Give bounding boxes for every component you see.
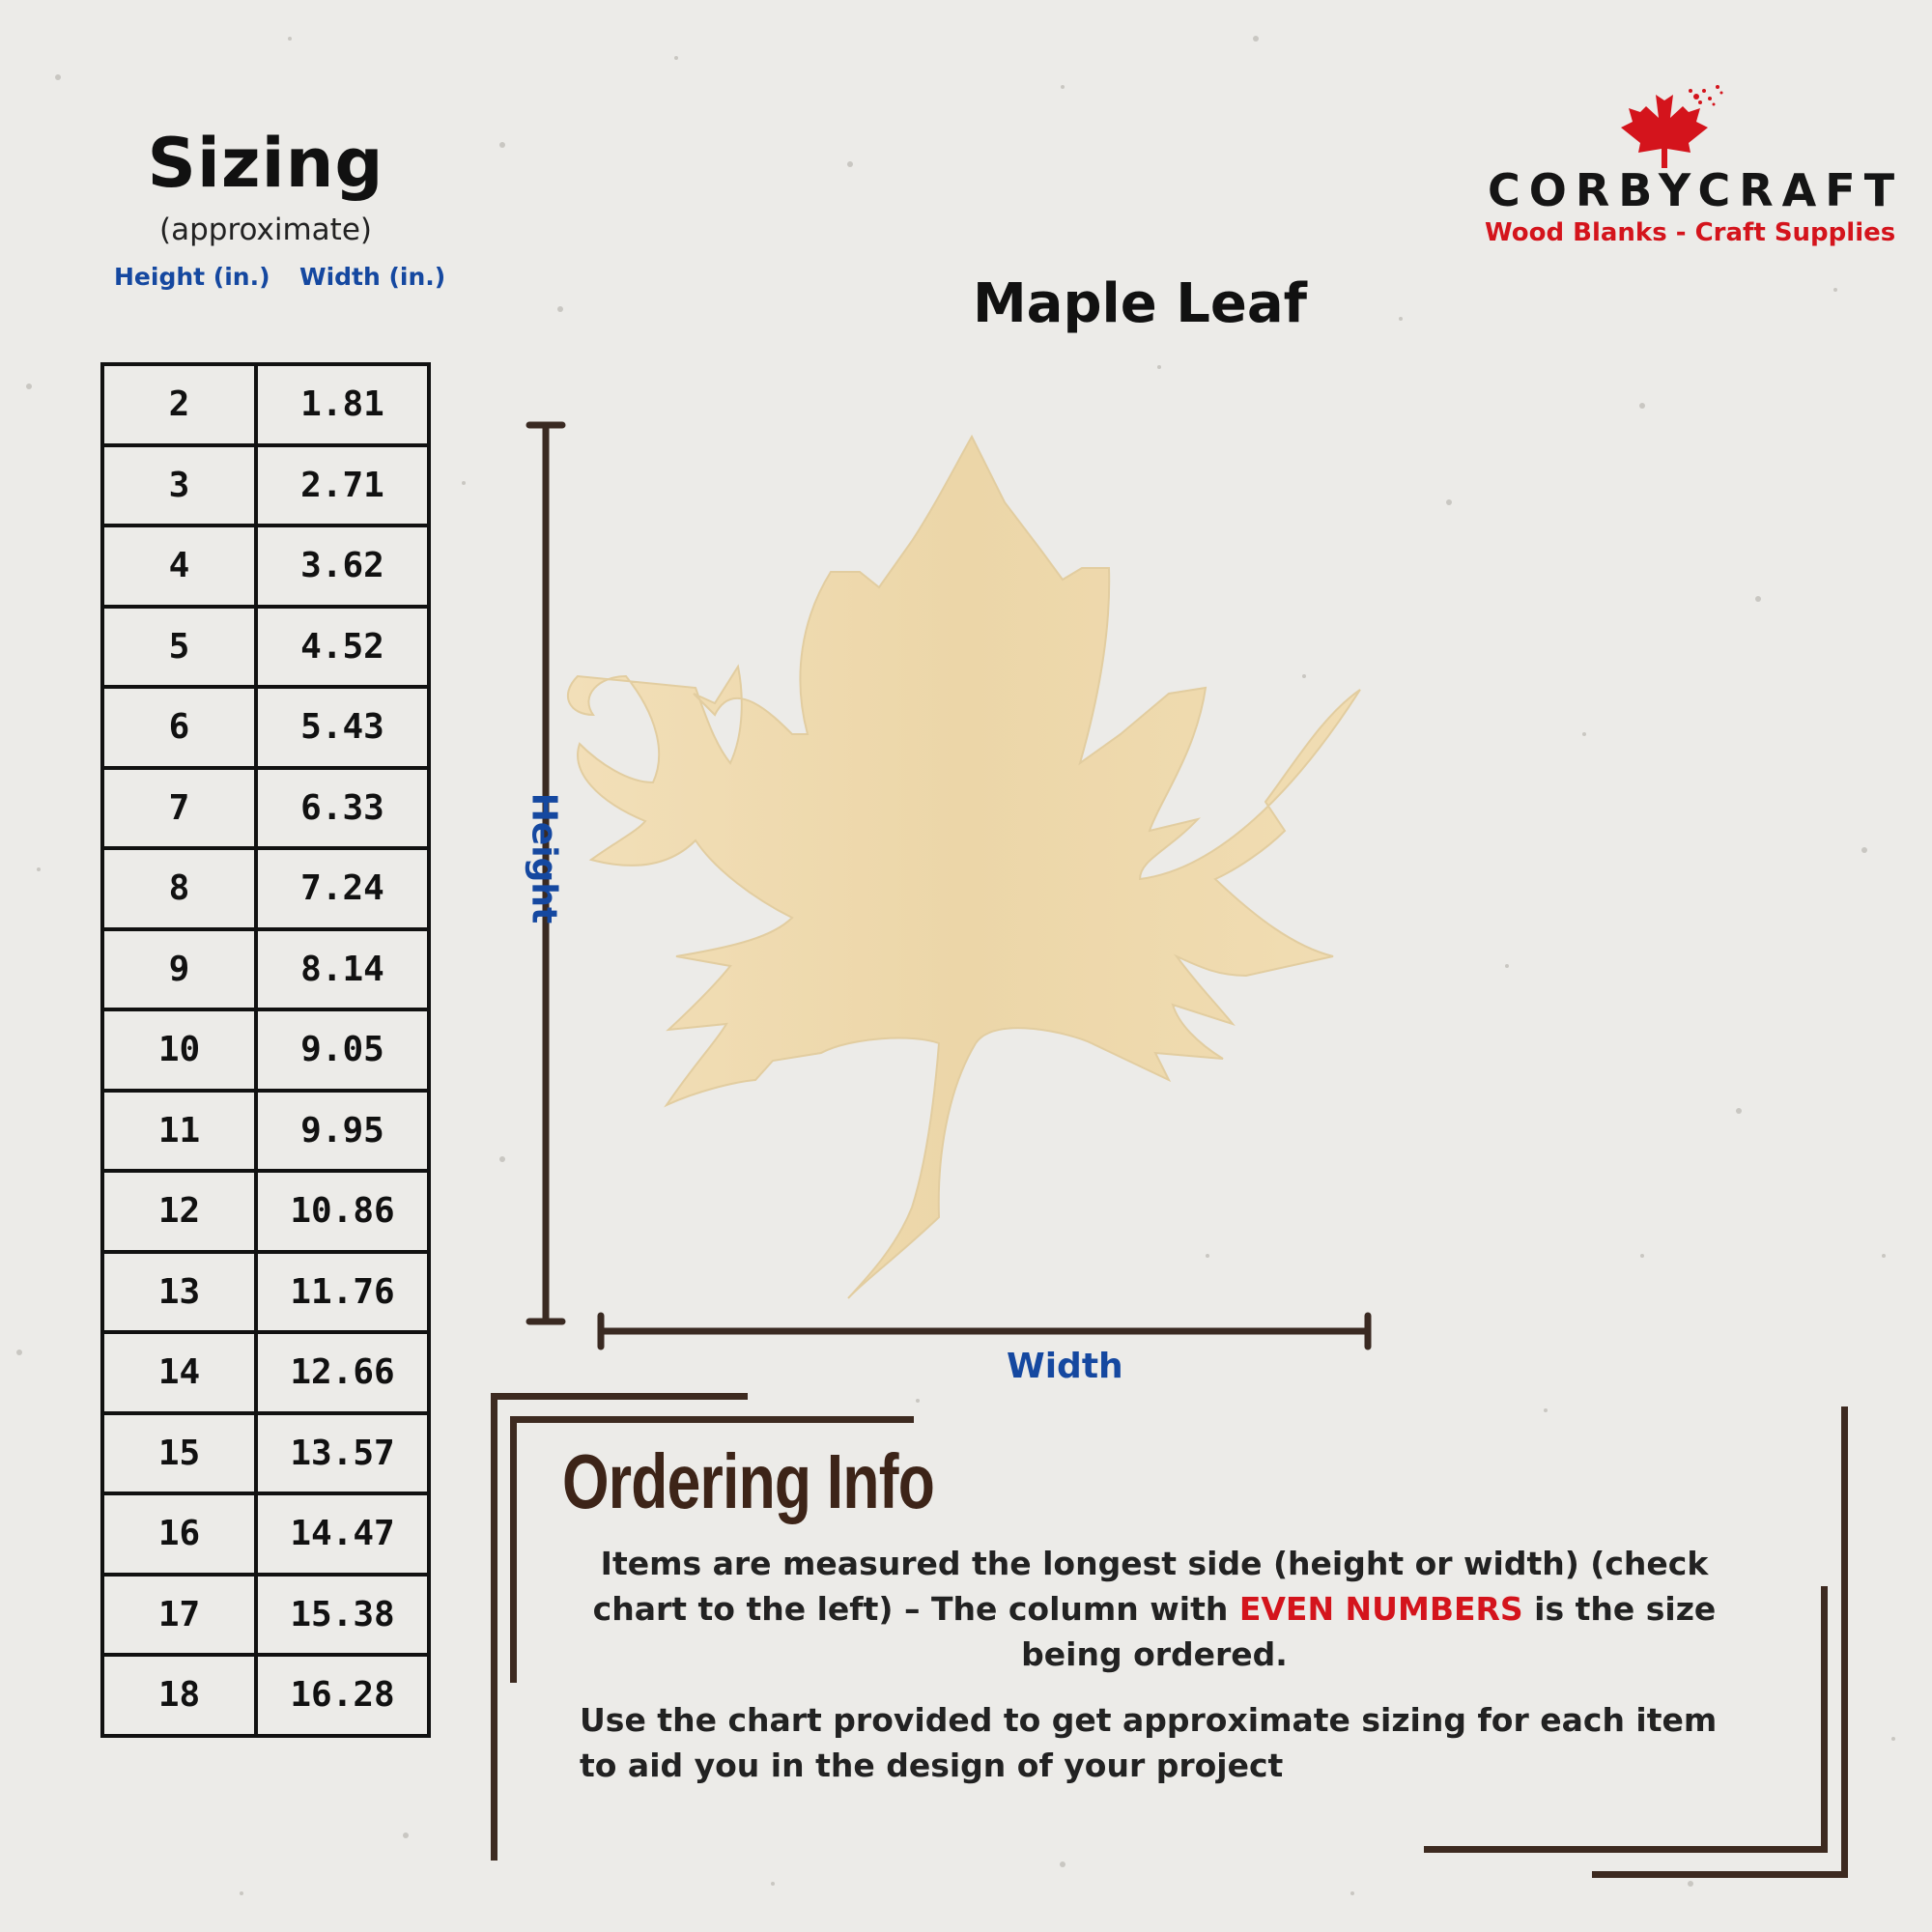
- frame-line-right-inner: [1821, 1586, 1828, 1853]
- height-cell: 3: [102, 445, 256, 526]
- frame-line-left-inner: [510, 1416, 517, 1683]
- ordering-text-part: is the size being ordered.: [1021, 1590, 1717, 1673]
- width-label: Width: [1007, 1347, 1123, 1386]
- frame-line-bottom-outer: [1592, 1871, 1848, 1878]
- sizing-title: Sizing: [147, 124, 384, 203]
- height-cell: 17: [102, 1575, 256, 1656]
- width-cell: 3.62: [256, 526, 429, 607]
- frame-line-top-outer: [491, 1393, 748, 1400]
- width-cell: 4.52: [256, 607, 429, 688]
- width-cell: 13.57: [256, 1413, 429, 1494]
- brand-tagline: Wood Blanks - Craft Supplies: [1485, 218, 1896, 247]
- height-cell: 10: [102, 1009, 256, 1091]
- maple-leaf-blank: [568, 437, 1360, 1298]
- width-cell: 12.66: [256, 1332, 429, 1413]
- product-title: Maple Leaf: [972, 272, 1308, 335]
- width-cell: 7.24: [256, 848, 429, 929]
- frame-line-left-outer: [491, 1393, 497, 1861]
- height-cell: 16: [102, 1493, 256, 1575]
- even-numbers-highlight: EVEN NUMBERS: [1238, 1590, 1523, 1628]
- frame-line-right-outer: [1841, 1406, 1848, 1878]
- width-cell: 6.33: [256, 768, 429, 849]
- width-cell: 10.86: [256, 1171, 429, 1252]
- frame-line-top-inner: [510, 1416, 914, 1423]
- ordering-info-title: Ordering Info: [562, 1438, 935, 1524]
- height-cell: 13: [102, 1252, 256, 1333]
- ordering-info-paragraph-2: Use the chart provided to get approximate sizing for each item to aid you in the design of your project: [580, 1701, 1718, 1784]
- height-cell: 2: [102, 364, 256, 445]
- width-cell: 8.14: [256, 929, 429, 1010]
- height-cell: 8: [102, 848, 256, 929]
- width-cell: 9.05: [256, 1009, 429, 1091]
- height-cell: 4: [102, 526, 256, 607]
- width-cell: 1.81: [256, 364, 429, 445]
- width-cell: 15.38: [256, 1575, 429, 1656]
- height-cell: 11: [102, 1091, 256, 1172]
- width-cell: 11.76: [256, 1252, 429, 1333]
- width-cell: 2.71: [256, 445, 429, 526]
- height-label: Height: [524, 792, 564, 924]
- height-cell: 12: [102, 1171, 256, 1252]
- height-cell: 9: [102, 929, 256, 1010]
- height-cell: 6: [102, 687, 256, 768]
- width-cell: 14.47: [256, 1493, 429, 1575]
- brand-name: CORBYCRAFT: [1488, 164, 1904, 216]
- height-cell: 7: [102, 768, 256, 849]
- width-column-header: Width (in.): [299, 263, 446, 291]
- width-cell: 16.28: [256, 1655, 429, 1736]
- width-dimension-line: [601, 1316, 1368, 1347]
- ordering-text-part: Items are measured the longest side (height or width) (check chart to the left) – The column with: [592, 1545, 1709, 1628]
- height-cell: 15: [102, 1413, 256, 1494]
- sizing-subtitle: (approximate): [159, 213, 372, 247]
- width-cell: 9.95: [256, 1091, 429, 1172]
- height-column-header: Height (in.): [114, 263, 270, 291]
- height-cell: 5: [102, 607, 256, 688]
- frame-line-bottom-inner: [1424, 1846, 1828, 1853]
- width-cell: 5.43: [256, 687, 429, 768]
- height-cell: 18: [102, 1655, 256, 1736]
- ordering-info-paragraph-1: [570, 1541, 1739, 1677]
- height-cell: 14: [102, 1332, 256, 1413]
